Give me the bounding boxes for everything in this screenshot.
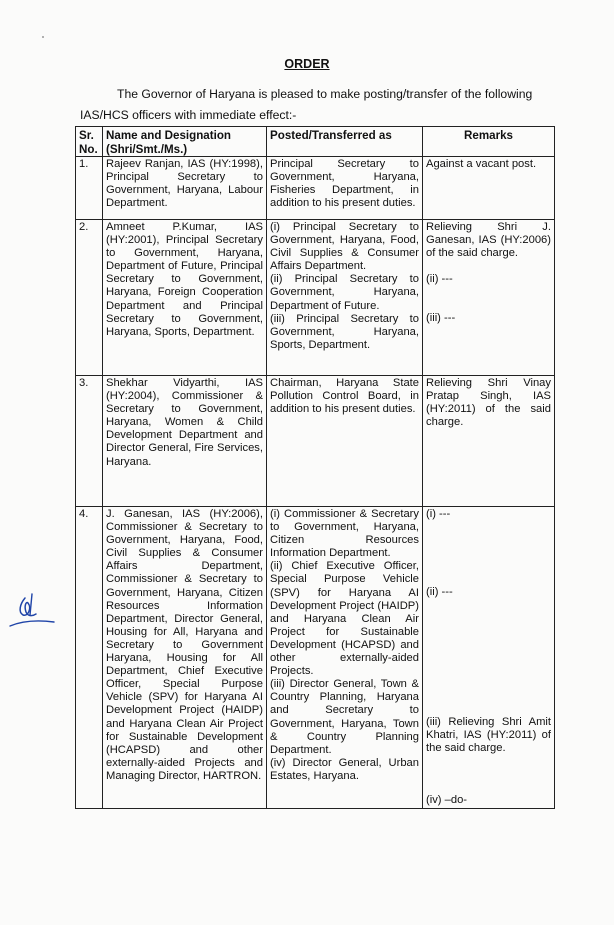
row-1-posted xyxy=(267,157,423,220)
row-2-posted xyxy=(267,220,423,376)
row-4-remark-1: (i) --- xyxy=(426,508,451,520)
row-2-sr: 2. xyxy=(76,220,103,376)
row-4-name: J. Ganesan, IAS (HY:2006), Commissioner & Secretary to Government, Haryana, Food, Civil Supplies & Consumer Affairs Department, Commissioner & Secretary to Government, Haryana, Citizen Resources Information Department, Director General, Housing for All, Haryana and Secretary to Government Haryana, Housing for All Department, Chief Executive Officer, Special Purpose Vehicle (SPV) for Haryana AI Development Project (HAIDP) and Haryana Clean Air Project for Sustainable Development (HCAPSD) and other externally-aided Projects and Managing Director, HARTRON. xyxy=(103,507,267,809)
row-2-remark-3: (iii) --- xyxy=(426,312,456,325)
row-2-posted-item-2: (ii) Principal Secretary to Government, Haryana, Department of Future. xyxy=(270,273,419,312)
row-2-name: Amneet P.Kumar, IAS (HY:2001), Principal Secretary to Government, Haryana, Department of Future, Principal Secretary to Government, Haryana, Foreign Cooperation Department and Principal Secretary to Government, Haryana, Sports, Department. xyxy=(103,220,267,376)
posting-table xyxy=(75,126,555,809)
row-4-posted-item-3: (iii) Director General, Town & Country Planning, Haryana and Secretary to Government, Haryana, Town & Country Planning Department. xyxy=(270,678,419,756)
row-4-remark-4: (iv) –do- xyxy=(426,794,468,807)
row-1-name: Rajeev Ranjan, IAS (HY:1998), Principal Secretary to Government, Haryana, Labour Department. xyxy=(103,157,267,220)
row-3-sr: 3. xyxy=(76,376,103,507)
table-row xyxy=(76,507,555,809)
row-4-posted-item-1: (i) Commissioner & Secretary to Government, Haryana, Citizen Resources Information Department. xyxy=(270,508,419,560)
row-1-posted-item: Principal Secretary to Government, Haryana, Fisheries Department, in addition to his present duties. xyxy=(270,158,419,210)
scan-speck xyxy=(42,36,44,38)
row-3-remark-item: Relieving Shri Vinay Pratap Singh, IAS (HY:2011) of the said charge. xyxy=(426,377,551,429)
row-4-sr: 4. xyxy=(76,507,103,809)
intro-paragraph xyxy=(80,84,554,126)
row-4-posted-item-2: (ii) Chief Executive Officer, Special Purpose Vehicle (SPV) for Haryana AI Development Project (HAIDP) and Haryana Clean Air Project for Sustainable Development (HCAPSD) and other externally-aided Projects. xyxy=(270,560,419,678)
row-4-posted xyxy=(267,507,423,809)
row-2-remark-1: Relieving Shri J. Ganesan, IAS (HY:2006) of the said charge. xyxy=(426,221,551,260)
table-header-row xyxy=(76,127,555,157)
row-3-remarks xyxy=(423,376,555,507)
intro-line-1: The Governor of Haryana is pleased to make posting/transfer of the following xyxy=(117,87,533,101)
header-name-designation: Name and Designation (Shri/Smt./Ms.) xyxy=(103,127,267,157)
row-3-posted xyxy=(267,376,423,507)
row-2-remarks xyxy=(423,220,555,376)
row-3-posted-item: Chairman, Haryana State Pollution Control Board, in addition to his present duties. xyxy=(270,377,419,416)
handwritten-initials xyxy=(8,590,56,634)
table-row xyxy=(76,220,555,376)
page-title: ORDER xyxy=(284,57,330,71)
row-4-remark-3: (iii) Relieving Shri Amit Khatri, IAS (HY:2011) of the said charge. xyxy=(426,716,551,755)
header-posted-transferred: Posted/Transferred as xyxy=(267,127,423,157)
row-1-sr: 1. xyxy=(76,157,103,220)
header-sr-no: Sr. No. xyxy=(76,127,103,157)
table-row xyxy=(76,376,555,507)
row-3-name: Shekhar Vidyarthi, IAS (HY:2004), Commissioner & Secretary to Government, Haryana, Women & Child Development Department and Director General, Fire Services, Haryana. xyxy=(103,376,267,507)
header-remarks: Remarks xyxy=(423,127,555,157)
table-row xyxy=(76,157,555,220)
row-1-remarks xyxy=(423,157,555,220)
row-4-remarks xyxy=(423,507,555,809)
row-1-remark-item: Against a vacant post. xyxy=(426,158,537,170)
row-2-posted-item-1: (i) Principal Secretary to Government, Haryana, Food, Civil Supplies & Consumer Affairs Department. xyxy=(270,221,419,273)
row-2-remark-2: (ii) --- xyxy=(426,273,453,286)
row-4-remark-2: (ii) --- xyxy=(426,586,453,599)
row-2-posted-item-3: (iii) Principal Secretary to Government, Haryana, Sports, Department. xyxy=(270,312,419,351)
row-4-posted-item-4: (iv) Director General, Urban Estates, Haryana. xyxy=(270,756,419,782)
intro-line-2: IAS/HCS officers with immediate effect:- xyxy=(80,108,297,122)
